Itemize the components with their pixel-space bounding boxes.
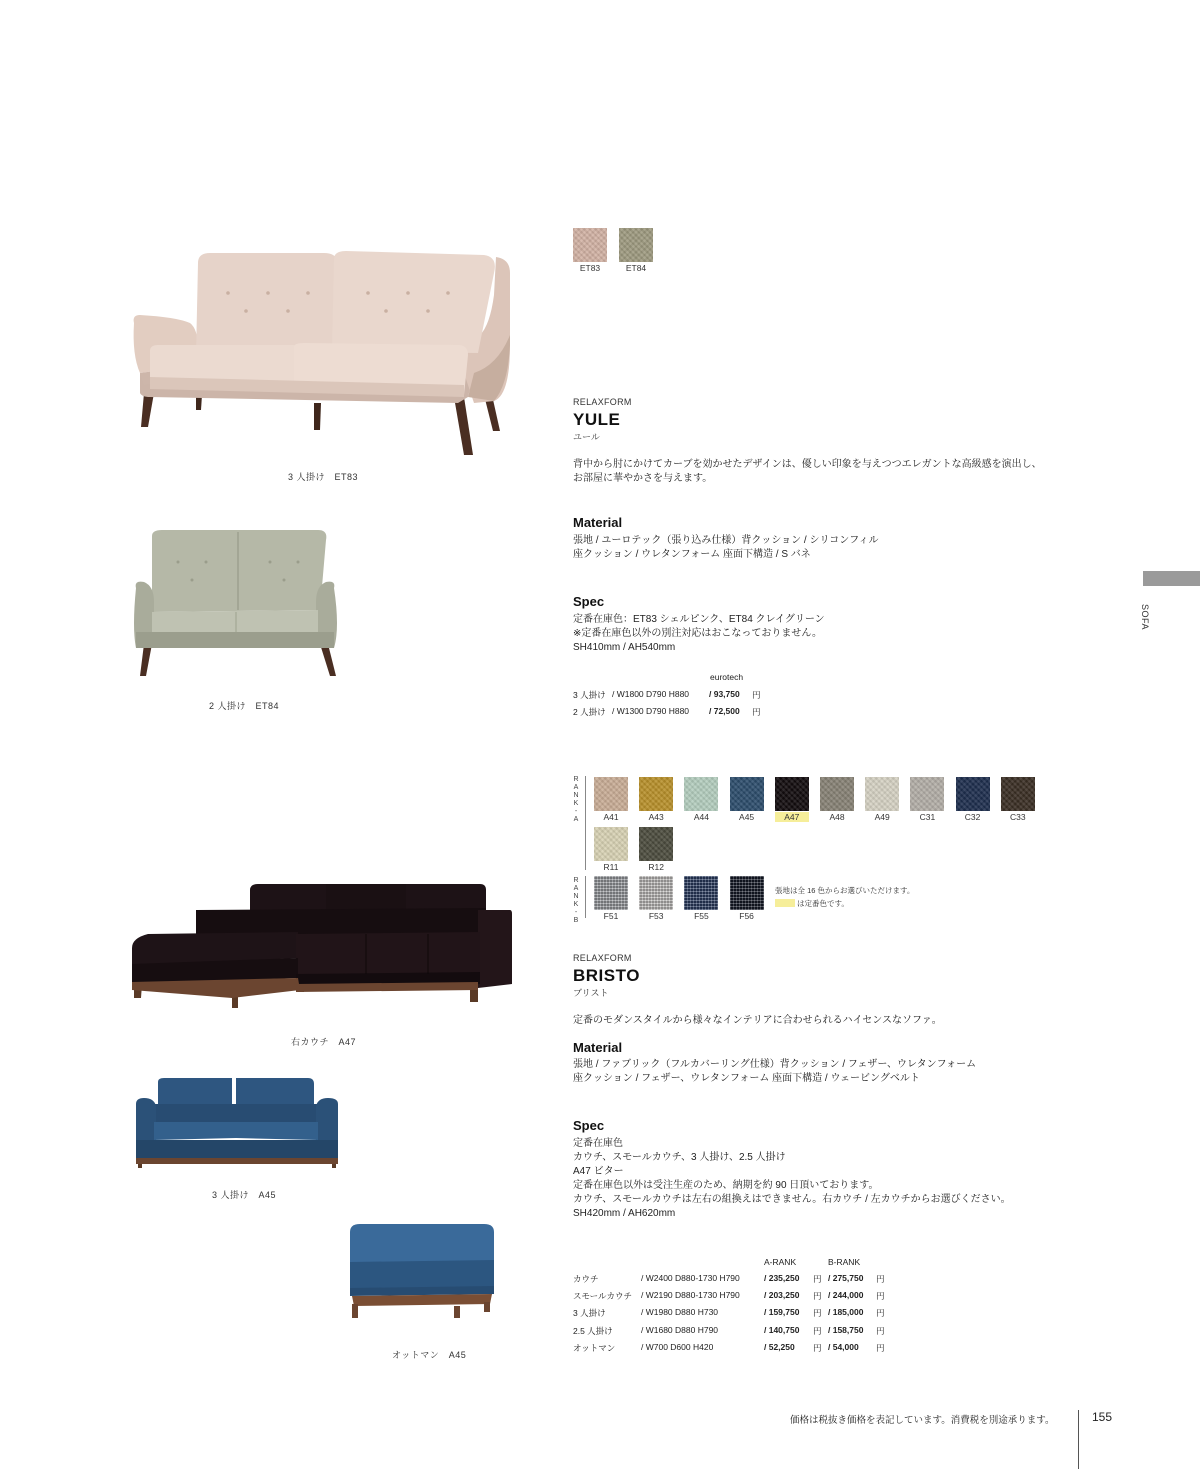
fabric-swatch-a43[interactable]: [639, 777, 673, 811]
bristo-price-header-b: B-RANK: [828, 1257, 861, 1267]
rank-letter: N: [573, 893, 579, 900]
price-row-a-rank: / 52,250: [764, 1341, 795, 1352]
price-row-b-rank: / 244,000: [828, 1290, 864, 1301]
sofa-section-label: SOFA: [1140, 604, 1150, 631]
price-row-name: 2.5 人掛け: [573, 1325, 613, 1336]
price-row-name: スモールカウチ: [573, 1291, 632, 1302]
swatch-label: A48: [829, 812, 845, 822]
price-row-unit: 円: [813, 1342, 822, 1353]
fabric-swatch-f56[interactable]: [730, 876, 764, 910]
bristo-3-seat-sofa-image: [132, 1076, 342, 1170]
price-row-size: / W1300 D790 H880: [612, 706, 690, 716]
price-row-unit: 円: [813, 1325, 822, 1336]
price-row-a-rank: / 203,250: [764, 1290, 800, 1301]
fabric-swatch-c33[interactable]: [1001, 777, 1035, 811]
sofa-section-tab: [1143, 571, 1200, 586]
bristo-material-text: [573, 1058, 976, 1086]
fabric-swatch-a47[interactable]: [775, 777, 809, 811]
swatch-label: ET84: [625, 263, 647, 273]
price-row-unit: 円: [813, 1308, 822, 1319]
bristo-description: 定番のモダンスタイルから様々なインテリアに合わせられるハイセンスなソファ。: [573, 1015, 942, 1026]
fabric-swatch-a41[interactable]: [594, 777, 628, 811]
yule-3-seat-caption: 3 人掛け ET83: [288, 472, 359, 482]
price-row-size: / W1980 D880 H730: [641, 1307, 719, 1318]
price-row-b-rank: / 275,750: [828, 1273, 864, 1283]
bristo-couch-image: [128, 878, 516, 1010]
bristo-material-line: 張地 / ファブリック（フルカバーリング仕様）背クッション / フェザー、ウレタンフォーム: [573, 1059, 977, 1070]
price-row-b-rank: / 54,000: [828, 1341, 859, 1352]
price-row-name: カウチ: [573, 1274, 599, 1284]
page-number: 155: [1092, 1410, 1113, 1424]
bristo-spec-heading: Spec: [573, 1118, 605, 1133]
swatch-label: R12: [648, 862, 664, 872]
fabric-swatch-et83[interactable]: [573, 228, 607, 262]
swatch-label: A41: [603, 812, 619, 822]
price-row-size: / W2400 D880-1730 H790: [641, 1273, 740, 1283]
yule-3-seat-sofa-image: [128, 245, 518, 460]
yule-spec-line: SH410mm / AH540mm: [573, 642, 676, 653]
swatch-label: A45: [739, 812, 755, 822]
rank-letter: -: [574, 909, 578, 916]
fabric-swatch-a44[interactable]: [684, 777, 718, 811]
swatch-label: A43: [648, 812, 664, 822]
price-row-name: 2 人掛け: [573, 707, 606, 717]
rank-letter: R: [573, 776, 579, 783]
price-row-name: オットマン: [573, 1342, 616, 1353]
rank-letter: A: [573, 816, 579, 823]
yule-2-seat-sofa-image: [130, 528, 348, 680]
fabric-swatch-f55[interactable]: [684, 876, 718, 910]
price-row-name: 3 人掛け: [573, 690, 606, 700]
rank-letter: R: [573, 877, 579, 884]
footer-divider: [1078, 1410, 1079, 1469]
price-row-unit: 円: [813, 1291, 822, 1302]
bristo-spec-line: カウチ、スモールカウチは左右の組換えはできません。右カウチ / 左カウチからお選びください。: [573, 1194, 1011, 1205]
yule-product-kana: ユール: [573, 432, 600, 442]
bristo-spec-line: SH420mm / AH620mm: [573, 1208, 676, 1219]
swatch-label: F56: [739, 911, 754, 921]
bristo-product-kana: ブリスト: [573, 988, 609, 998]
swatch-label: A49: [874, 812, 890, 822]
footer-tax-note: 価格は税抜き価格を表記しています。消費税を別途承ります。: [790, 1415, 1055, 1426]
price-row-b-rank: / 158,750: [828, 1324, 864, 1335]
bristo-brand: RELAXFORM: [573, 953, 632, 963]
fabric-swatch-a49[interactable]: [865, 777, 899, 811]
swatch-note-2: は定番色です。: [797, 899, 849, 908]
swatch-label: C31: [919, 812, 936, 822]
price-row-unit: 円: [752, 707, 761, 717]
yule-spec-line: 定番在庫色：ET83 シェルピンク、ET84 クレイグリーン: [573, 614, 825, 625]
rank-letter: B: [573, 917, 579, 924]
fabric-swatch-et84[interactable]: [619, 228, 653, 262]
bristo-spec-line: カウチ、スモールカウチ、3 人掛け、2.5 人掛け: [573, 1152, 786, 1163]
price-row-unit: 円: [876, 1342, 885, 1353]
swatch-label: A44: [693, 812, 709, 822]
yule-description-line: 背中から肘にかけてカーブを効かせたデザインは、優しい印象を与えつつエレガントな高級感を演出し、: [573, 459, 1042, 470]
fabric-swatch-f51[interactable]: [594, 876, 628, 910]
price-row-price: / 72,500: [709, 706, 740, 716]
yule-material-line: 座クッション / ウレタンフォーム 座面下構造 / S バネ: [573, 549, 811, 560]
price-row-a-rank: / 140,750: [764, 1324, 800, 1335]
price-row-a-rank: / 159,750: [764, 1307, 800, 1318]
rank-letter: K: [573, 800, 579, 807]
yule-spec-text: [573, 613, 825, 655]
swatch-label: C32: [964, 812, 981, 822]
swatch-label: ET83: [579, 263, 601, 273]
bristo-ottoman-image: [344, 1222, 499, 1320]
yule-description: [573, 458, 1042, 486]
yule-material-text: [573, 534, 878, 562]
bristo-price-header-a: A-RANK: [764, 1257, 797, 1267]
price-row-unit: 円: [876, 1274, 885, 1284]
fabric-swatch-a45[interactable]: [730, 777, 764, 811]
yule-brand: RELAXFORM: [573, 397, 632, 407]
rank-a-divider: [585, 776, 586, 870]
yule-product-name: YULE: [573, 410, 621, 429]
price-row-name: 3 人掛け: [573, 1308, 606, 1319]
bristo-product-name: BRISTO: [573, 966, 640, 985]
swatch-label: C33: [1010, 812, 1026, 822]
standard-color-key: [775, 899, 795, 907]
price-row-unit: 円: [876, 1291, 885, 1302]
price-row-unit: 円: [813, 1274, 822, 1284]
swatch-label: F53: [648, 911, 664, 921]
swatch-label: F55: [694, 911, 709, 921]
yule-2-seat-caption: 2 人掛け ET84: [209, 701, 280, 711]
rank-letter: A: [573, 885, 579, 892]
bristo-spec-line: 定番在庫色: [573, 1138, 623, 1149]
bristo-3-seat-caption: 3 人掛け A45: [212, 1190, 277, 1200]
price-row-b-rank: / 185,000: [828, 1307, 864, 1318]
bristo-spec-text: [573, 1137, 1011, 1221]
yule-price-header: eurotech: [710, 672, 744, 682]
rank-letter: A: [573, 784, 579, 791]
price-row-unit: 円: [752, 690, 761, 700]
yule-description-line: お部屋に華やかさを与えます。: [573, 473, 713, 484]
price-row-size: / W1680 D880 H790: [641, 1324, 719, 1335]
fabric-swatch-r11[interactable]: [594, 827, 628, 861]
fabric-swatch-f53[interactable]: [639, 876, 673, 910]
swatch-label: R11: [603, 862, 619, 872]
yule-spec-heading: Spec: [573, 594, 605, 609]
fabric-swatch-a48[interactable]: [820, 777, 854, 811]
rank-letter: -: [574, 808, 578, 815]
price-row-size: / W700 D600 H420: [641, 1341, 714, 1352]
price-row-unit: 円: [876, 1325, 885, 1336]
bristo-couch-caption: 右カウチ A47: [291, 1037, 357, 1047]
rank-letter: N: [573, 792, 579, 799]
bristo-spec-line: 定番在庫色以外は受注生産のため、納期を約 90 日頂いております。: [573, 1180, 879, 1191]
yule-material-heading: Material: [573, 515, 623, 530]
bristo-ottoman-caption: オットマン A45: [392, 1350, 467, 1360]
price-row-size: / W1800 D790 H880: [612, 689, 690, 699]
swatch-label: A47: [775, 812, 809, 822]
price-row-a-rank: / 235,250: [764, 1273, 800, 1283]
rank-b-divider: [585, 876, 586, 918]
bristo-spec-line: A47 ビター: [573, 1166, 624, 1177]
rank-letter: K: [573, 901, 579, 908]
price-row-price: / 93,750: [709, 689, 740, 699]
price-row-unit: 円: [876, 1308, 885, 1319]
bristo-material-heading: Material: [573, 1040, 623, 1055]
price-row-size: / W2190 D880-1730 H790: [641, 1290, 740, 1301]
swatch-note-1: 張地は全 16 色からお選びいただけます。: [775, 886, 915, 895]
swatch-label: F51: [603, 911, 619, 921]
yule-material-line: 張地 / ユーロテック（張り込み仕様）背クッション / シリコンフィル: [573, 535, 879, 546]
fabric-swatch-r12[interactable]: [639, 827, 673, 861]
yule-spec-line: ※定番在庫色以外の別注対応はおこなっておりません。: [573, 628, 822, 639]
bristo-material-line: 座クッション / フェザー、ウレタンフォーム 座面下構造 / ウェービングベルト: [573, 1073, 920, 1084]
fabric-swatch-c31[interactable]: [910, 777, 944, 811]
fabric-swatch-c32[interactable]: [956, 777, 990, 811]
